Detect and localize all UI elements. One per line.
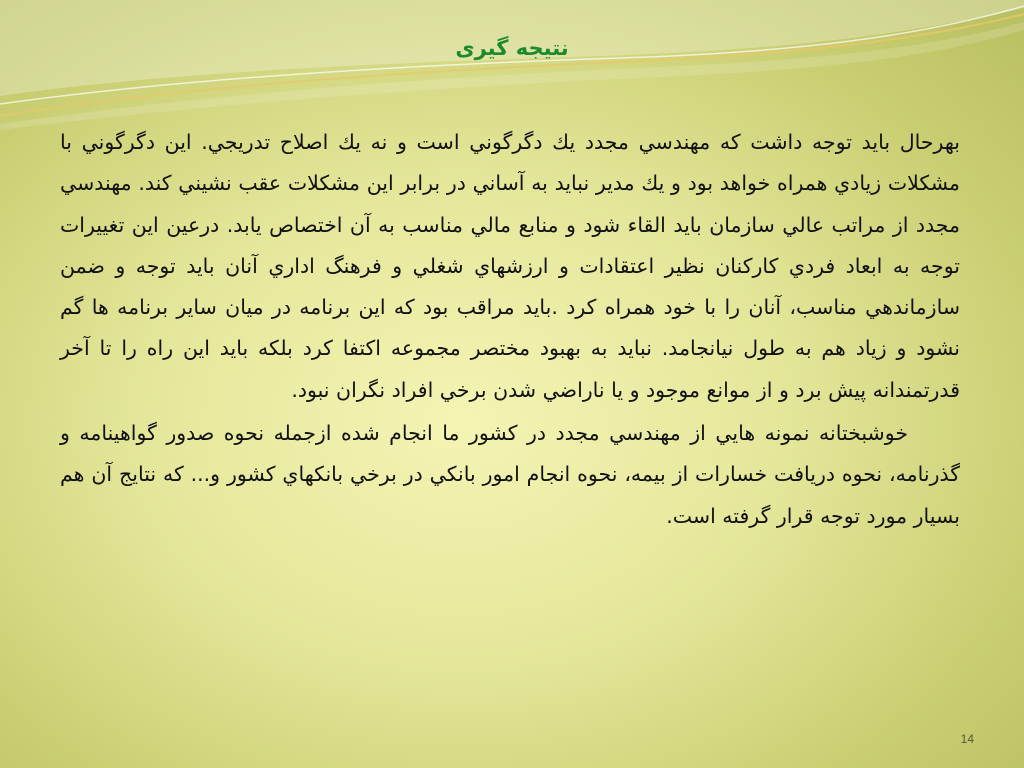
header-wave-decoration: [0, 0, 1024, 130]
slide-title: نتیجه گیری: [455, 36, 569, 60]
body-paragraph-2: خوشبختانه نمونه هايي از مهندسي مجدد در كشور ما انجام شده ازجمله نحوه صدور گواهينامه و گذرنامه، نحوه دريافت خسارات از بيمه، نحوه انجام امور بانكي در برخي بانكهاي كشور و... كه نتايج آن هم بسيار مورد توجه قرار گرفته است.: [60, 421, 960, 528]
slide-body: [60, 122, 960, 537]
body-paragraph-1: بهرحال بايد توجه داشت كه مهندسي مجدد يك دگرگوني است و نه يك اصلاح تدريجي. اين دگرگوني با مشكلات زيادي همراه خواهد بود و يك مدير نبايد به آساني در برابر اين مشكلات عقب نشيني كند. مهندسي مجدد از مراتب عالي سازمان بايد القاء شود و منابع مالي مناسب به آن اختصاص يابد. درعين اين تغييرات توجه به ابعاد فردي كاركنان نظير اعتقادات و ارزشهاي شغلي و فرهنگ اداري آنان بايد توجه و ضمن سازماندهي مناسب، آنان را با خود همراه كرد .بايد مراقب بود كه اين برنامه در ميان ساير برنامه ها گم نشود و زياد هم به طول نيانجامد. نبايد به بهبود مختصر مجموعه اكتفا كرد بلكه بايد اين راه را تا آخر قدرتمندانه پيش برد و از موانع موجود و يا ناراضي شدن برخي افراد نگران نبود.: [60, 130, 960, 402]
page-number: 14: [960, 732, 974, 746]
